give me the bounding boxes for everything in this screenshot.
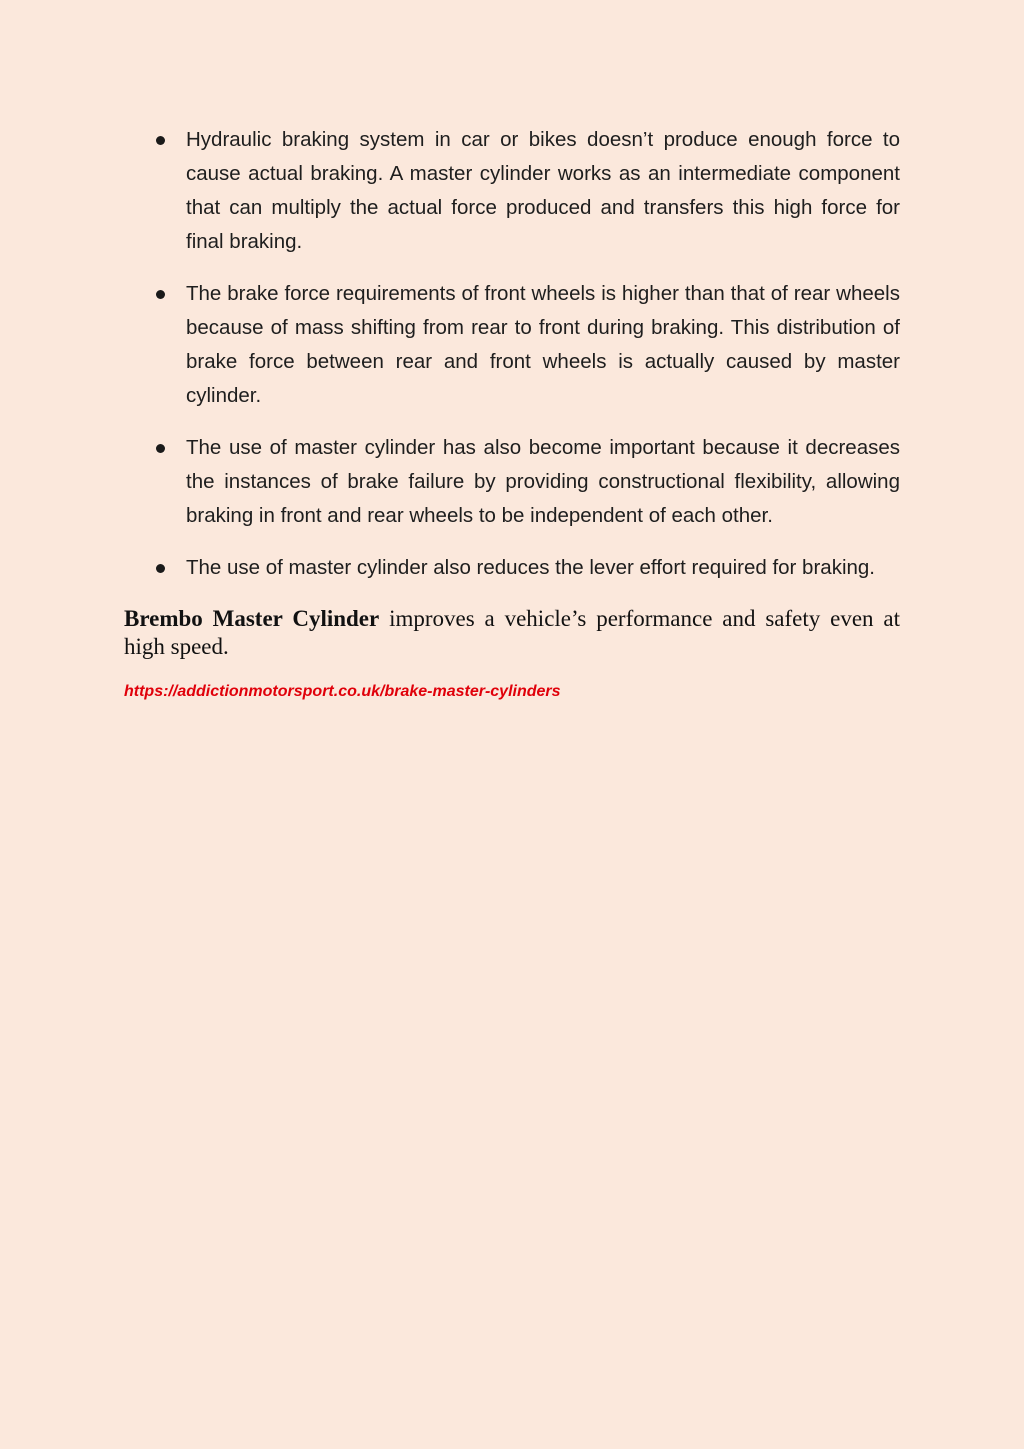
bullet-icon [156, 564, 165, 573]
summary-text: improves a vehicle’s performance and safety even at high speed. [124, 606, 900, 659]
bullet-icon [156, 444, 165, 453]
product-name: Brembo Master Cylinder [124, 606, 380, 631]
document-page [124, 123, 900, 701]
list-item-text: The use of master cylinder also reduces the lever effort required for braking. [186, 556, 875, 579]
source-link[interactable]: https://addictionmotorsport.co.uk/brake-master-cylinders [124, 683, 561, 700]
bullet-icon [156, 136, 165, 145]
bullet-list [124, 123, 900, 585]
list-item [124, 123, 900, 259]
list-item-text: The use of master cylinder has also become important because it decreases the instances of brake failure by providing constructional flexibility, allowing braking in front and rear wheels to be independent of each other. [186, 436, 900, 527]
list-item-text: The brake force requirements of front wheels is higher than that of rear wheels because of mass shifting from rear to front during braking. This distribution of brake force between rear and front wheels is actually caused by master cylinder. [186, 282, 900, 407]
list-item-text: Hydraulic braking system in car or bikes doesn’t produce enough force to cause actual braking. A master cylinder works as an intermediate component that can multiply the actual force produced and transfers this high force for final braking. [186, 128, 900, 253]
list-item [124, 431, 900, 533]
summary-paragraph [124, 603, 900, 661]
list-item [124, 277, 900, 413]
list-item [124, 551, 900, 585]
bullet-icon [156, 290, 165, 299]
